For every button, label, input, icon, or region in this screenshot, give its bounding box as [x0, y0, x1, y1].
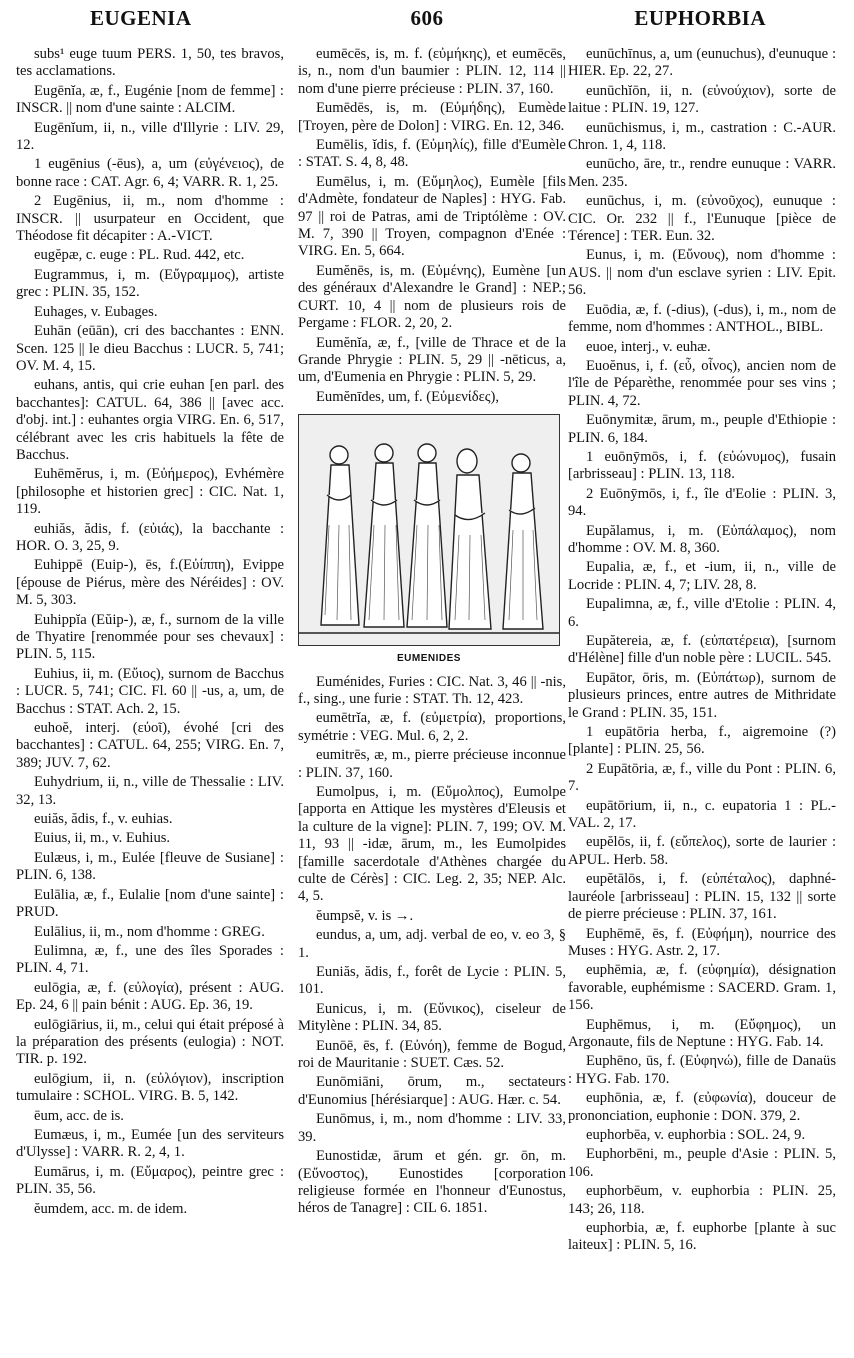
- dictionary-entry: Eulimna, æ, f., une des îles Sporades : PLIN. 4, 71.: [16, 942, 284, 977]
- dictionary-entry: eunūchīnus, a, um (eunuchus), d'eunuque : HIER. Ep. 22, 27.: [568, 46, 836, 80]
- dictionary-entry: Eumēlis, ĭdis, f. (Εὐμηλίς), fille d'Eumèle : STAT. S. 4, 8, 48.: [298, 137, 566, 171]
- dictionary-entry: Eugēnĭa, æ, f., Eugénie [nom de femme] : INSCR. || nom d'une sainte : ALCIM.: [16, 82, 284, 117]
- dictionary-entry: Euōdia, æ, f. (-dius), (-dus), i, m., nom de femme, nom d'hommes : ANTHOL., BIBL.: [568, 301, 836, 336]
- dictionary-entry: eunūchismus, i, m., castration : C.-AUR. Chron. 1, 4, 118.: [568, 119, 836, 154]
- dictionary-entry: Eunicus, i, m. (Εὔνικος), ciseleur de Mitylène : PLIN. 34, 85.: [298, 1000, 566, 1035]
- dictionary-entry: Eupātor, ōris, m. (Εὐπάτωρ), surnom de plusieurs princes, entre autres de Mithridate le Grand : PLIN. 35, 151.: [568, 669, 836, 721]
- dictionary-entry: eundus, a, um, adj. verbal de eo, v. eo 3, § 1.: [298, 927, 566, 961]
- page-header: [18, 6, 836, 36]
- dictionary-entry: euphōnia, æ, f. (εὐφωνία), douceur de prononciation, euphonie : DON. 379, 2.: [568, 1090, 836, 1124]
- dictionary-entry: Eugēnĭum, ii, n., ville d'Illyrie : LIV. 29, 12.: [16, 119, 284, 154]
- dictionary-entry: Eumĕnēs, is, m. (Εὐμένης), Eumène [un des généraux d'Alexandre le Grand] : NEP.; CURT. 10, 4 || nom de plusieurs rois de Pergame : FLOR. 2, 20, 2.: [298, 262, 566, 332]
- dictionary-entry: eunūchus, i, m. (εὐνοῦχος), eunuque : CIC. Or. 232 || f., l'Eunuque [pièce de Térence] : TER. Eun. 32.: [568, 193, 836, 245]
- dictionary-entry: Eumĕnĭa, æ, f., [ville de Thrace et de la Grande Phrygie : PLIN. 5, 29 || -nēticus, a, um, d'Eumenia en Phrygie : PLIN. 5, 29.: [298, 334, 566, 386]
- figure-caption: EUMENIDES: [397, 653, 461, 665]
- dictionary-entry: eupĕlōs, ii, f. (εὔπελος), sorte de laurier : APUL. Herb. 58.: [568, 834, 836, 868]
- dictionary-entry: Euhydrium, ii, n., ville de Thessalie : LIV. 32, 13.: [16, 774, 284, 808]
- dictionary-entry: Euphorbēni, m., peuple d'Asie : PLIN. 5, 106.: [568, 1146, 836, 1180]
- dictionary-entry: eupĕtālōs, i, f. (εὐπέταλος), daphné-lauréole [arbrisseau] : PLIN. 15, 132 || sorte de pierre précieuse : PLIN. 37, 161.: [568, 871, 836, 923]
- dictionary-entry: eumētrĭa, æ, f. (εὐμετρία), proportions, symétrie : VEG. Mul. 6, 2, 2.: [298, 710, 566, 744]
- dictionary-entry: Eumārus, i, m. (Εὔμαρος), peintre grec : PLIN. 35, 56.: [16, 1163, 284, 1198]
- dictionary-entry: 2 Euōnȳmōs, i, f., île d'Eolie : PLIN. 3, 94.: [568, 485, 836, 520]
- dictionary-entry: Eupalimna, æ, f., ville d'Etolie : PLIN. 4, 6.: [568, 596, 836, 630]
- dictionary-entry: Eulæus, i, m., Eulée [fleuve de Susiane] : PLIN. 6, 138.: [16, 849, 284, 884]
- eumenides-illustration: [298, 414, 560, 646]
- dictionary-entry: Eumĕnīdes, um, f. (Εὐμενίδες),: [316, 388, 500, 405]
- column-right: [568, 46, 836, 1257]
- dictionary-entry: ĕumdem, acc. m. de idem.: [34, 1200, 188, 1217]
- dictionary-entry: 1 eugēnius (-ēus), a, um (εὐγένειος), de bonne race : CAT. Agr. 6, 4; VARR. R. 1, 25.: [16, 156, 284, 190]
- dictionary-entry: euiăs, ădis, f., v. euhias.: [34, 811, 173, 828]
- relief-drawing: [299, 415, 559, 645]
- dictionary-entry: Eumēdēs, is, m. (Εὐμήδης), Eumède [Troyen, père de Dolon] : VIRG. En. 12, 346.: [298, 100, 566, 134]
- dictionary-entry: Euhēmĕrus, i, m. (Εὐήμερος), Evhémère [philosophe et historien grec] : CIC. Nat. 1, 119.: [16, 466, 284, 518]
- eumenides-figure: [298, 414, 560, 667]
- dictionary-entry: Euhippē (Euip-), ēs, f.(Εὐίππη), Evippe [épouse de Piérus, mère des Néréides] : OV. M. 5, 303.: [16, 557, 284, 609]
- dictionary-entry: Eunostidæ, ārum et gén. gr. ōn, m. (Εὔνοστος), Eunostides [corporation religieuse formée en l'honneur d'Eunostus, héros de Tanagre] : CIL 6. 1851.: [298, 1148, 566, 1217]
- dictionary-entry: eumēcēs, is, m. f. (εὐμήκης), et eumēcēs, is, n., nom d'un baumier : PLIN. 12, 114 || nom d'une pierre précieuse : PLIN. 37, 160.: [298, 46, 566, 97]
- dictionary-entry: eulōgiārius, ii, m., celui qui était préposé à la préparation des présents (eulogia) : NOT. TIR. p. 192.: [16, 1016, 284, 1068]
- dictionary-entry: euphorbia, æ, f. euphorbe [plante à suc laiteux] : PLIN. 5, 16.: [568, 1220, 836, 1254]
- dictionary-entry: Eupălamus, i, m. (Εὐπάλαμος), nom d'homme : OV. M. 8, 360.: [568, 522, 836, 556]
- dictionary-entry: eumitrēs, æ, m., pierre précieuse inconnue : PLIN. 37, 160.: [298, 747, 566, 781]
- dictionary-entry: subs¹ euge tuum PERS. 1, 50, tes bravos, tes acclamations.: [16, 46, 284, 80]
- dictionary-entry: Eupalia, æ, f., et -ium, ii, n., ville de Locride : PLIN. 4, 7; LIV. 28, 8.: [568, 559, 836, 593]
- dictionary-entry: euhiăs, ădis, f. (εὐιάς), la bacchante : HOR. O. 3, 25, 9.: [16, 520, 284, 554]
- dictionary-entry: Eulālius, ii, m., nom d'homme : GREG.: [34, 923, 265, 940]
- dictionary-entry: Euhippĭa (Eŭip-), æ, f., surnom de la ville de Thyatire [renommée pour ses chevaux] : PLIN. 5, 115.: [16, 611, 284, 663]
- dictionary-entry: Eupătereia, æ, f. (εὐπατέρεια), [surnom d'Hélène] fille d'un noble père : LUCIL. 545.: [568, 633, 836, 667]
- dictionary-entry: Euius, ii, m., v. Euhius.: [34, 830, 171, 847]
- dictionary-entry: eugĕpæ, c. euge : PL. Rud. 442, etc.: [34, 247, 245, 264]
- running-head-right: EUPHORBIA: [634, 6, 766, 30]
- dictionary-entry: Eunōē, ēs, f. (Εὐνόη), femme de Bogud, roi de Mauritanie : SUET. Cæs. 52.: [298, 1037, 566, 1072]
- dictionary-entry: Eugrammus, i, m. (Εὔγραμμος), artiste grec : PLIN. 35, 152.: [16, 266, 284, 301]
- dictionary-entry: Euphēno, ūs, f. (Εὐφηνώ), fille de Danaüs : HYG. Fab. 170.: [568, 1053, 836, 1087]
- dictionary-entry: Euphēmē, ēs, f. (Εὐφήμη), nourrice des Muses : HYG. Astr. 2, 17.: [568, 925, 836, 959]
- dictionary-entry: 1 eupātōria herba, f., aigremoine (?) [plante] : PLIN. 25, 56.: [568, 724, 836, 758]
- dictionary-entry: euhoĕ, interj. (εὐοῖ), évohé [cri des bacchantes] : CATUL. 64, 255; VIRG. En. 7, 389; JUV. 7, 62.: [16, 720, 284, 771]
- dictionary-entry: Euniăs, ădis, f., forêt de Lycie : PLIN. 5, 101.: [298, 964, 566, 998]
- dictionary-entry: Eumēlus, i, m. (Εὔμηλος), Eumèle [fils d'Admète, fondateur de Naples] : HYG. Fab. 97 || roi de Patras, ami de Triptólème : OV. M. 7, 390 || Troyen, compagnon d'Enée : VIRG. En. 5, 664.: [298, 173, 566, 260]
- dictionary-entry: euoe, interj., v. euhæ.: [586, 338, 711, 355]
- dictionary-entry: Eumolpus, i, m. (Εὔμολπος), Eumolpe [apporta en Attique les mystères d'Eleusis et la culture de la vigne]: PLIN. 7, 199; OV. M. 11, 93 || -idæ, ārum, m., les Eumolpides [famille sacerdotale d'Athènes chargée du culte de Cérès] : CIC. Leg. 2, 35; NEP. Alc. 4, 5.: [298, 783, 566, 905]
- column-left: [16, 46, 284, 1220]
- page-number: 606: [410, 6, 444, 30]
- dictionary-entry: Euoĕnus, i, f. (εὖ, οἶνος), ancien nom de l'île de Péparèthe, renommée pour ses vins ; PLIN. 4, 72.: [568, 357, 836, 409]
- dictionary-entry: 1 euōnȳmōs, i, f. (εὐώνυμος), fusain [arbrisseau] : PLIN. 13, 118.: [568, 448, 836, 483]
- dictionary-entry: eulōgium, ii, n. (εὐλόγιον), inscription tumulaire : SCHOL. VIRG. B. 5, 142.: [16, 1070, 284, 1105]
- dictionary-entry: 2 Eugēnius, ii, m., nom d'homme : INSCR. || usurpateur en Occident, que Théodose fit décapiter : A.-VICT.: [16, 193, 284, 245]
- dictionary-entry: Eunōmus, i, m., nom d'homme : LIV. 33, 39.: [298, 1111, 566, 1145]
- dictionary-entry: euhans, antis, qui crie euhan [en parl. des bacchantes]: CATUL. 64, 386 || [avec acc. d'obj. int.] : euhantes orgia VIRG. En. 6, 517, célébrant avec les cris habituels la fête de Bacchus.: [16, 377, 284, 463]
- dictionary-entry: Euménides, Furies : CIC. Nat. 3, 46 || -nis, f., sing., une furie : STAT. Th. 12, 423.: [298, 673, 566, 707]
- dictionary-entry: Euhius, ii, m. (Εὔιος), surnom de Bacchus : LUCR. 5, 741; CIC. Fl. 60 || -us, a, um, de Bacchus : STAT. Ach. 2, 15.: [16, 665, 284, 717]
- dictionary-entry: 2 Eupātōria, æ, f., ville du Pont : PLIN. 6, 7.: [568, 760, 836, 795]
- dictionary-entry: Euhages, v. Eubages.: [34, 303, 158, 320]
- dictionary-entry: Euphēmus, i, m. (Εὔφημος), un Argonaute, fils de Neptune : HYG. Fab. 14.: [568, 1016, 836, 1050]
- dictionary-entry: eupātōrium, ii, n., c. eupatoria 1 : PL.-VAL. 2, 17.: [568, 797, 836, 832]
- dictionary-entry: eunūchĭōn, ii, n. (εὐνούχιον), sorte de laitue : PLIN. 19, 127.: [568, 82, 836, 117]
- dictionary-entry: euphorbēa, v. euphorbia : SOL. 24, 9.: [586, 1126, 806, 1143]
- dictionary-entry: Eunōmiāni, ōrum, m., sectateurs d'Eunomius [hérésiarque] : AUG. Hær. c. 54.: [298, 1074, 566, 1108]
- dictionary-entry: euphēmia, æ, f. (εὐφημία), désignation favorable, euphémisme : SACERD. Gram. 1, 156.: [568, 962, 836, 1014]
- dictionary-entry: eulōgia, æ, f. (εὐλογία), présent : AUG. Ep. 24, 6 || pain bénit : AUG. Ep. 36, 19.: [16, 979, 284, 1014]
- running-head-left: EUGENIA: [90, 6, 192, 30]
- dictionary-entry: euphorbēum, v. euphorbia : PLIN. 25, 143; 26, 118.: [568, 1183, 836, 1217]
- dictionary-entry: Euōnymitæ, ārum, m., peuple d'Ethiopie : PLIN. 6, 184.: [568, 412, 836, 446]
- dictionary-entry: eunūcho, āre, tr., rendre eunuque : VARR. Men. 235.: [568, 156, 836, 190]
- dictionary-entry: Eunus, i, m. (Εὔνους), nom d'homme : AUS. || nom d'un esclave syrien : LIV. Epit. 56.: [568, 247, 836, 299]
- dictionary-entry: ĕumpsĕ, v. is →.: [316, 907, 414, 924]
- dictionary-entry: Euhān (eūān), cri des bacchantes : ENN. Scen. 125 || le dieu Bacchus : LUCR. 5, 741; OV. M. 4, 15.: [16, 323, 284, 374]
- dictionary-entry: Eulālia, æ, f., Eulalie [nom d'une sainte] : PRUD.: [16, 886, 284, 921]
- dictionary-entry: Eumæus, i, m., Eumée [un des serviteurs d'Ulysse] : VARR. R. 2, 4, 1.: [16, 1126, 284, 1161]
- dictionary-entry: ēum, acc. de is.: [34, 1107, 124, 1124]
- column-middle: [298, 46, 566, 1220]
